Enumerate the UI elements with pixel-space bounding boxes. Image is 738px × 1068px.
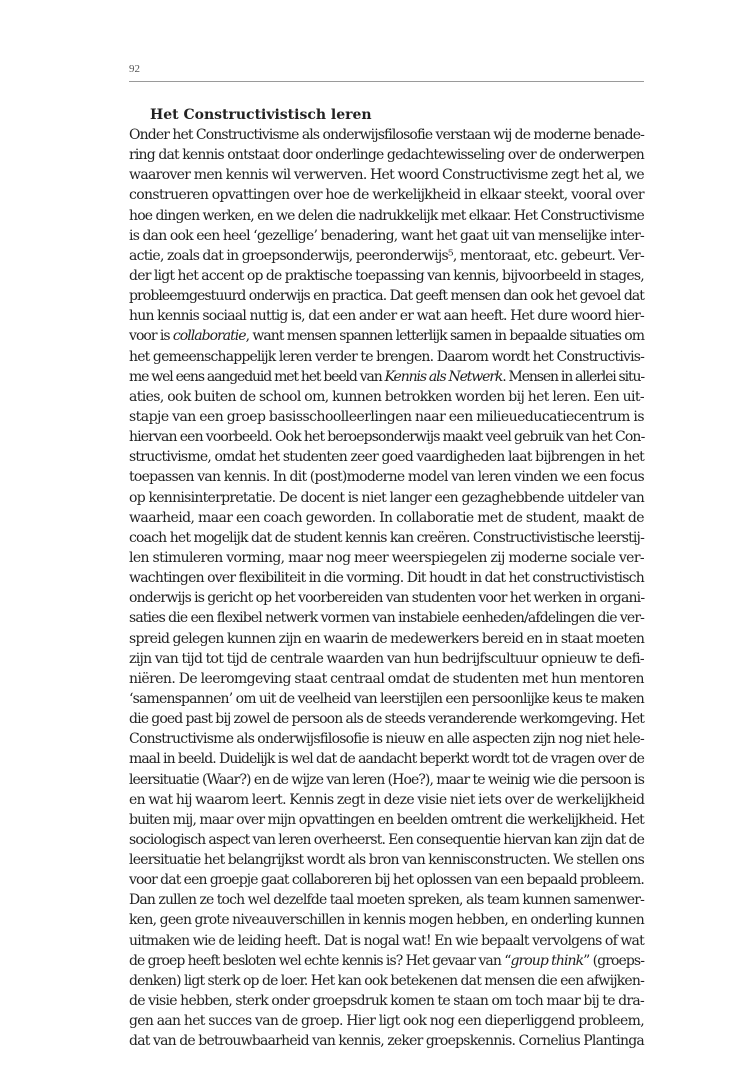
text-line: leersituatie (Waar?) en de wijze van leren (Hoe?), maar te weinig wie die persoon is [129,771,644,788]
text-line: Dan zullen ze toch wel dezelfde taal moeten spreken, als team kunnen samenwer- [129,892,644,909]
text-line: leersituatie het belangrijkst wordt als bron van kennisconstructen. We stellen ons [129,852,644,869]
text-line: actie, zoals dat in groepsonderwijs, peeronderwijs⁵, mentoraat, etc. gebeurt. Ver- [129,247,644,264]
section-heading: Het Constructivistisch leren [150,107,372,123]
header-rule [129,81,644,82]
text-line: ‘samenspannen’ om uit de veelheid van leerstijlen een persoonlijke keus te maken [129,690,644,707]
page-number: 92 [129,63,140,75]
text-line: en wat hij waarom leert. Kennis zegt in deze visie niet iets over de werkelijkheid [129,791,645,808]
text-line: toepassen van kennis. In dit (post)moderne model van leren vinden we een focus [129,469,644,486]
text-line: ken, geen grote niveauverschillen in kennis mogen hebben, en onderling kunnen [129,912,644,929]
text-line: is dan ook een heel ‘gezellige’ benadering, want het gaat uit van menselijke inter- [129,227,644,244]
text-line: waarover men kennis wil verwerven. Het woord Constructivisme zegt het al, we [129,167,644,184]
text-line: spreid gelegen kunnen zijn en waarin de medewerkers bereid en in staat moeten [129,630,645,647]
text-line: op kennisinterpretatie. De docent is niet langer een gezaghebbende uitdeler van [129,489,644,506]
text-line: niëren. De leeromgeving staat centraal omdat de studenten met hun mentoren [129,670,644,687]
text-line: Onder het Constructivisme als onderwijsfilosofie verstaan wij de moderne benade- [129,127,644,143]
text-line: buiten mij, maar over mijn opvattingen en beelden omtrent die werkelijkheid. Het [129,811,644,828]
text-line: die goed past bij zowel de persoon als de steeds veranderende werkomgeving. Het [129,711,644,728]
text-line: denken) ligt sterk op de loer. Het kan ook betekenen dat mensen die een afwijken- [129,972,644,989]
text-line: wachtingen over flexibiliteit in die vorming. Dit houdt in dat het constructivistisch [129,570,644,587]
text-line: der ligt het accent op de praktische toepassing van kennis, bijvoorbeeld in stages, [129,267,644,284]
text-line: zijn van tijd tot tijd de centrale waarden van hun bedrijfscultuur opnieuw te defi- [129,650,644,667]
text-line: coach het mogelijk dat de student kennis kan creëren. Constructivistische leerstij- [129,529,644,546]
text-line: voor dat een groepje gaat collaboreren bij het oplossen van een bepaald probleem. [129,872,644,889]
text-line: saties die een flexibel netwerk vormen van instabiele eenheden/afdelingen die ver- [129,610,644,627]
text-line: aties, ook buiten de school om, kunnen betrokken worden bij het leren. Een uit- [129,388,644,405]
text-line: me wel eens aangeduid met het beeld van Kennis als Netwerk. Mensen in allerlei situ- [129,368,644,385]
text-line: voor is collaboratie, want mensen spannen letterlijk samen in bepaalde situaties om [129,328,645,345]
text-line: dat van de betrouwbaarheid van kennis, zeker groepskennis. Cornelius Plantinga [129,1033,644,1050]
text-line: gen aan het succes van de groep. Hier ligt ook nog een dieperliggend probleem, [129,1013,644,1030]
text-line: hiervan een voorbeeld. Ook het beroepsonderwijs maakt veel gebruik van het Con- [129,429,645,446]
text-line: Constructivisme als onderwijsfilosofie is nieuw en alle aspecten zijn nog niet hele- [129,731,644,748]
text-line: sociologisch aspect van leren overheerst. Een consequentie hiervan kan zijn dat de [129,831,644,848]
text-line: de groep heeft besloten wel echte kennis is? Het gevaar van “group think” (groeps- [129,952,644,969]
text-line: waarheid, maar een coach geworden. In collaboratie met de student, maakt de [129,509,644,526]
text-line: construeren opvattingen over hoe de werkelijkheid in elkaar steekt, vooral over [129,187,644,204]
text-line: het gemeenschappelijk leren verder te brengen. Daarom wordt het Constructivis- [129,348,644,365]
text-line: ring dat kennis ontstaat door onderlinge gedachtewisseling over de onderwerpen [129,147,644,164]
text-line: stapje van een groep basisschoolleerlingen naar een milieueducatiecentrum is [129,408,644,425]
text-line: hoe dingen werken, en we delen die nadrukkelijk met elkaar. Het Constructivisme [129,207,644,224]
text-line: de visie hebben, sterk onder groepsdruk komen te staan om toch maar bij te dra- [129,993,644,1010]
body-text [129,125,644,1051]
text-line: structivisme, omdat het studenten zeer goed vaardigheden laat bijbrengen in het [129,449,644,466]
text-line: uitmaken wie de leiding heeft. Dat is nogal wat! En wie bepaalt vervolgens of wat [129,932,644,949]
text-line: hun kennis sociaal nuttig is, dat een ander er wat aan heeft. Het dure woord hier- [129,308,644,325]
text-line: len stimuleren vorming, maar nog meer weerspiegelen zij moderne sociale ver- [129,549,644,566]
text-line: probleemgestuurd onderwijs en practica. Dat geeft mensen dan ook het gevoel dat [129,288,644,305]
text-line: maal in beeld. Duidelijk is wel dat de aandacht beperkt wordt tot de vragen over de [129,751,644,768]
text-line: onderwijs is gericht op het voorbereiden van studenten voor het werken in organi- [129,590,645,607]
